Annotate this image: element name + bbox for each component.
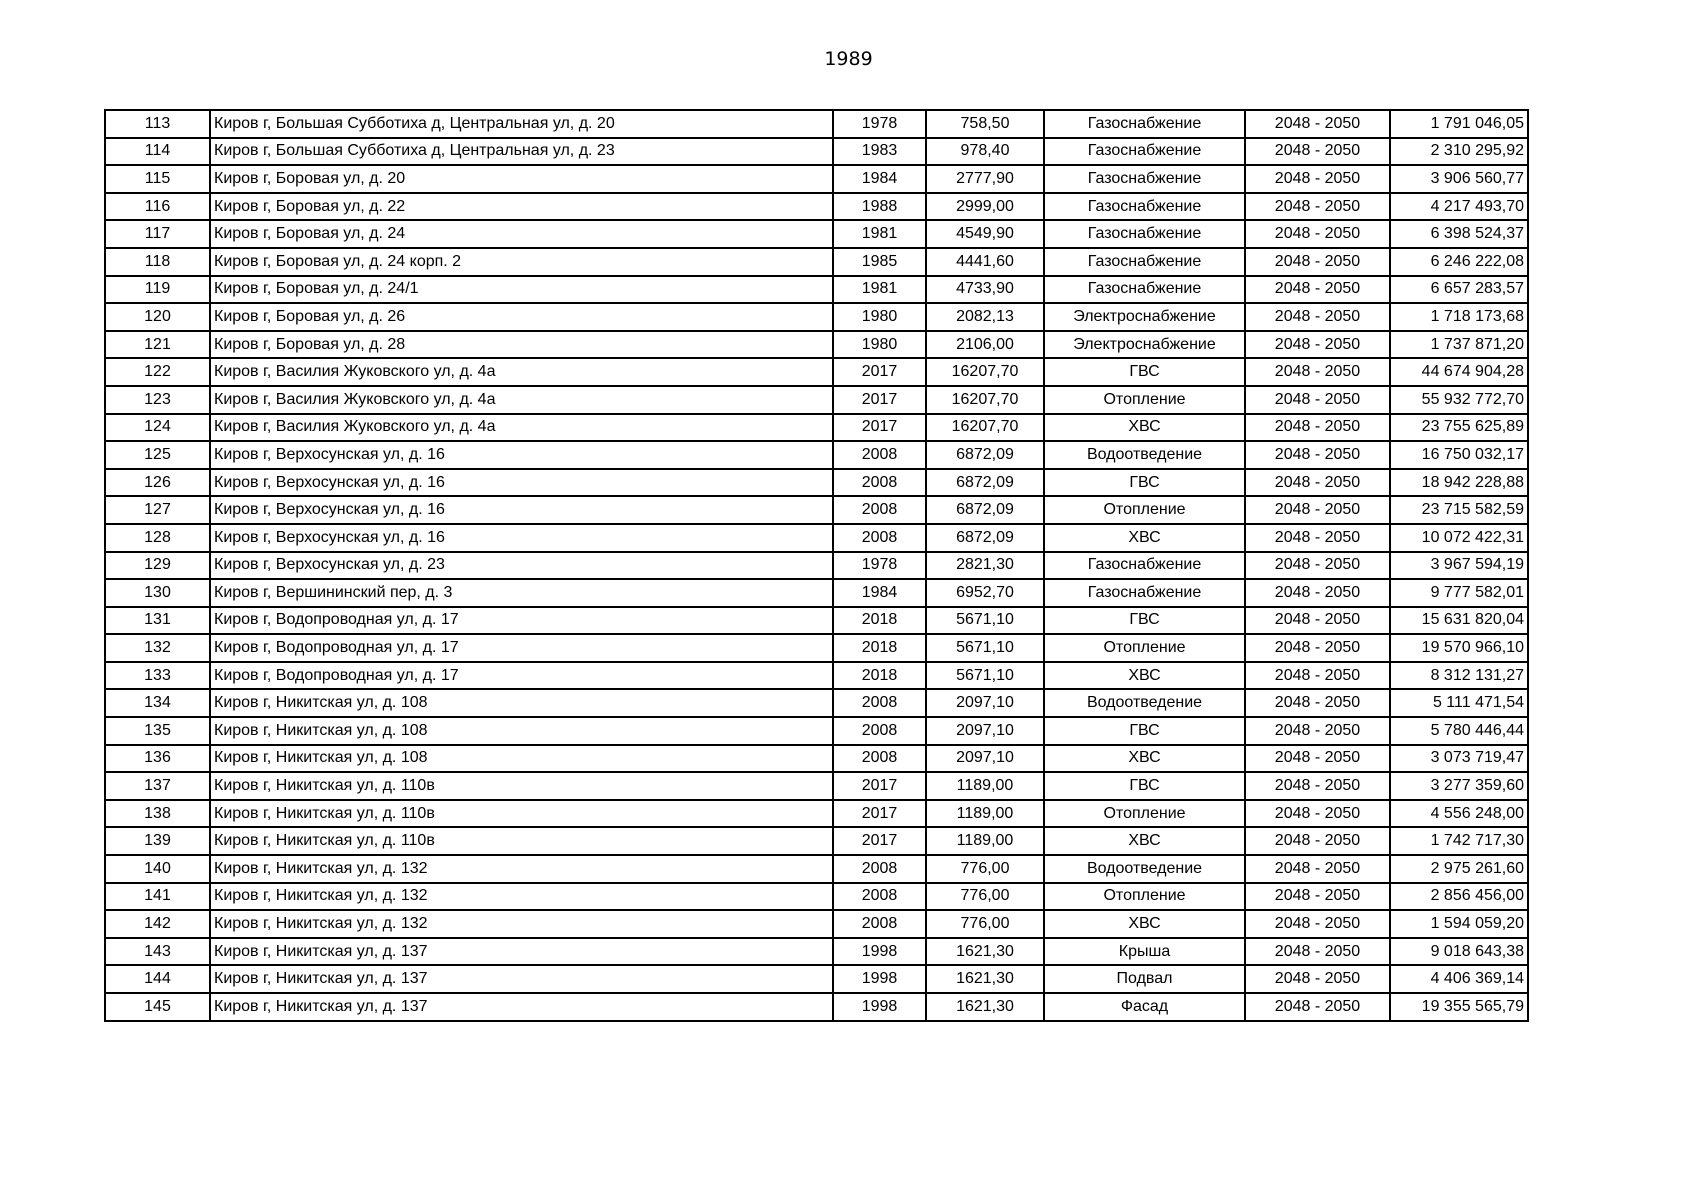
area-cell: 16207,70 [926,414,1044,442]
table-body [105,110,1528,1021]
year-built-cell: 1981 [833,276,926,304]
period-cell: 2048 - 2050 [1245,662,1390,690]
work-type-cell: Электроснабжение [1044,331,1245,359]
table-row [105,993,1528,1021]
row-number-cell: 113 [105,110,210,138]
cost-cell: 2 856 456,00 [1390,883,1528,911]
row-number-cell: 126 [105,469,210,497]
cost-cell: 1 594 059,20 [1390,910,1528,938]
year-built-cell: 1978 [833,110,926,138]
address-cell: Киров г, Верхосунская ул, д. 16 [210,469,833,497]
cost-cell: 19 570 966,10 [1390,634,1528,662]
period-cell: 2048 - 2050 [1245,358,1390,386]
row-number-cell: 115 [105,165,210,193]
table-row [105,634,1528,662]
work-type-cell: Водоотведение [1044,689,1245,717]
work-type-cell: Фасад [1044,993,1245,1021]
period-cell: 2048 - 2050 [1245,220,1390,248]
row-number-cell: 144 [105,965,210,993]
address-cell: Киров г, Боровая ул, д. 24 корп. 2 [210,248,833,276]
table-row [105,138,1528,166]
work-type-cell: Газоснабжение [1044,248,1245,276]
cost-cell: 9 777 582,01 [1390,579,1528,607]
year-built-cell: 2017 [833,386,926,414]
cost-cell: 23 715 582,59 [1390,496,1528,524]
row-number-cell: 124 [105,414,210,442]
table-row [105,386,1528,414]
cost-cell: 16 750 032,17 [1390,441,1528,469]
period-cell: 2048 - 2050 [1245,248,1390,276]
cost-cell: 55 932 772,70 [1390,386,1528,414]
work-type-cell: Отопление [1044,800,1245,828]
period-cell: 2048 - 2050 [1245,772,1390,800]
address-cell: Киров г, Никитская ул, д. 132 [210,883,833,911]
period-cell: 2048 - 2050 [1245,827,1390,855]
work-type-cell: ХВС [1044,414,1245,442]
year-built-cell: 2008 [833,855,926,883]
table-row [105,745,1528,773]
year-built-cell: 2008 [833,883,926,911]
table-row [105,358,1528,386]
table-row [105,965,1528,993]
year-built-cell: 2008 [833,496,926,524]
cost-cell: 3 967 594,19 [1390,552,1528,580]
year-built-cell: 2008 [833,441,926,469]
address-cell: Киров г, Боровая ул, д. 28 [210,331,833,359]
cost-cell: 44 674 904,28 [1390,358,1528,386]
year-built-cell: 2018 [833,634,926,662]
area-cell: 2097,10 [926,717,1044,745]
period-cell: 2048 - 2050 [1245,800,1390,828]
table-row [105,469,1528,497]
area-cell: 1621,30 [926,965,1044,993]
address-cell: Киров г, Никитская ул, д. 137 [210,965,833,993]
row-number-cell: 140 [105,855,210,883]
work-type-cell: Электроснабжение [1044,303,1245,331]
work-type-cell: Отопление [1044,496,1245,524]
row-number-cell: 117 [105,220,210,248]
address-cell: Киров г, Никитская ул, д. 137 [210,938,833,966]
address-cell: Киров г, Василия Жуковского ул, д. 4а [210,386,833,414]
period-cell: 2048 - 2050 [1245,993,1390,1021]
year-built-cell: 2017 [833,358,926,386]
cost-cell: 6 398 524,37 [1390,220,1528,248]
work-type-cell: ГВС [1044,607,1245,635]
address-cell: Киров г, Большая Субботиха д, Центральная ул, д. 20 [210,110,833,138]
area-cell: 978,40 [926,138,1044,166]
year-built-cell: 2018 [833,662,926,690]
work-type-cell: Газоснабжение [1044,276,1245,304]
row-number-cell: 132 [105,634,210,662]
work-type-cell: ХВС [1044,662,1245,690]
year-built-cell: 1980 [833,303,926,331]
area-cell: 6872,09 [926,441,1044,469]
year-built-cell: 1978 [833,552,926,580]
work-type-cell: ГВС [1044,772,1245,800]
year-built-cell: 1985 [833,248,926,276]
table-row [105,662,1528,690]
cost-cell: 9 018 643,38 [1390,938,1528,966]
area-cell: 2106,00 [926,331,1044,359]
table-row [105,110,1528,138]
work-type-cell: Газоснабжение [1044,579,1245,607]
area-cell: 1621,30 [926,993,1044,1021]
row-number-cell: 141 [105,883,210,911]
cost-cell: 2 310 295,92 [1390,138,1528,166]
cost-cell: 8 312 131,27 [1390,662,1528,690]
area-cell: 2821,30 [926,552,1044,580]
period-cell: 2048 - 2050 [1245,579,1390,607]
table-row [105,248,1528,276]
address-cell: Киров г, Верхосунская ул, д. 16 [210,441,833,469]
address-cell: Киров г, Боровая ул, д. 24 [210,220,833,248]
address-cell: Киров г, Никитская ул, д. 137 [210,993,833,1021]
address-cell: Киров г, Верхосунская ул, д. 23 [210,552,833,580]
area-cell: 1189,00 [926,827,1044,855]
address-cell: Киров г, Василия Жуковского ул, д. 4а [210,358,833,386]
row-number-cell: 131 [105,607,210,635]
period-cell: 2048 - 2050 [1245,938,1390,966]
address-cell: Киров г, Никитская ул, д. 110в [210,827,833,855]
area-cell: 1189,00 [926,772,1044,800]
year-built-cell: 2008 [833,910,926,938]
address-cell: Киров г, Никитская ул, д. 108 [210,717,833,745]
row-number-cell: 120 [105,303,210,331]
area-cell: 6872,09 [926,469,1044,497]
cost-cell: 2 975 261,60 [1390,855,1528,883]
work-type-cell: Водоотведение [1044,855,1245,883]
cost-cell: 10 072 422,31 [1390,524,1528,552]
work-type-cell: Газоснабжение [1044,193,1245,221]
work-type-cell: Отопление [1044,883,1245,911]
cost-cell: 1 718 173,68 [1390,303,1528,331]
work-type-cell: ХВС [1044,524,1245,552]
cost-cell: 4 217 493,70 [1390,193,1528,221]
area-cell: 1621,30 [926,938,1044,966]
address-cell: Киров г, Никитская ул, д. 108 [210,745,833,773]
period-cell: 2048 - 2050 [1245,552,1390,580]
row-number-cell: 137 [105,772,210,800]
period-cell: 2048 - 2050 [1245,883,1390,911]
address-cell: Киров г, Вершининский пер, д. 3 [210,579,833,607]
row-number-cell: 145 [105,993,210,1021]
cost-cell: 1 737 871,20 [1390,331,1528,359]
table-row [105,607,1528,635]
row-number-cell: 127 [105,496,210,524]
cost-cell: 6 246 222,08 [1390,248,1528,276]
work-type-cell: Отопление [1044,386,1245,414]
area-cell: 758,50 [926,110,1044,138]
table-row [105,772,1528,800]
cost-cell: 6 657 283,57 [1390,276,1528,304]
row-number-cell: 136 [105,745,210,773]
period-cell: 2048 - 2050 [1245,303,1390,331]
page-number: 1989 [824,48,873,70]
area-cell: 4549,90 [926,220,1044,248]
period-cell: 2048 - 2050 [1245,276,1390,304]
cost-cell: 3 073 719,47 [1390,745,1528,773]
address-cell: Киров г, Никитская ул, д. 110в [210,772,833,800]
area-cell: 2097,10 [926,745,1044,773]
row-number-cell: 134 [105,689,210,717]
period-cell: 2048 - 2050 [1245,110,1390,138]
year-built-cell: 1984 [833,579,926,607]
table-row [105,552,1528,580]
year-built-cell: 1984 [833,165,926,193]
cost-cell: 1 791 046,05 [1390,110,1528,138]
work-type-cell: ГВС [1044,717,1245,745]
year-built-cell: 2008 [833,524,926,552]
table-row [105,855,1528,883]
cost-cell: 4 406 369,14 [1390,965,1528,993]
row-number-cell: 142 [105,910,210,938]
year-built-cell: 1998 [833,938,926,966]
area-cell: 776,00 [926,855,1044,883]
registry-table [104,109,1529,1022]
work-type-cell: ХВС [1044,827,1245,855]
table-row [105,938,1528,966]
area-cell: 1189,00 [926,800,1044,828]
year-built-cell: 2017 [833,800,926,828]
table-row [105,414,1528,442]
period-cell: 2048 - 2050 [1245,165,1390,193]
address-cell: Киров г, Водопроводная ул, д. 17 [210,607,833,635]
address-cell: Киров г, Водопроводная ул, д. 17 [210,662,833,690]
year-built-cell: 1983 [833,138,926,166]
year-built-cell: 1980 [833,331,926,359]
year-built-cell: 2008 [833,717,926,745]
row-number-cell: 123 [105,386,210,414]
period-cell: 2048 - 2050 [1245,496,1390,524]
table-row [105,883,1528,911]
work-type-cell: ГВС [1044,358,1245,386]
year-built-cell: 1988 [833,193,926,221]
area-cell: 776,00 [926,883,1044,911]
row-number-cell: 125 [105,441,210,469]
row-number-cell: 135 [105,717,210,745]
year-built-cell: 2018 [833,607,926,635]
cost-cell: 3 906 560,77 [1390,165,1528,193]
area-cell: 16207,70 [926,386,1044,414]
work-type-cell: Подвал [1044,965,1245,993]
cost-cell: 5 780 446,44 [1390,717,1528,745]
cost-cell: 3 277 359,60 [1390,772,1528,800]
table-row [105,276,1528,304]
period-cell: 2048 - 2050 [1245,441,1390,469]
work-type-cell: Газоснабжение [1044,110,1245,138]
table-row [105,303,1528,331]
area-cell: 4441,60 [926,248,1044,276]
table-row [105,910,1528,938]
address-cell: Киров г, Василия Жуковского ул, д. 4а [210,414,833,442]
area-cell: 6872,09 [926,524,1044,552]
row-number-cell: 116 [105,193,210,221]
area-cell: 5671,10 [926,662,1044,690]
table-row [105,441,1528,469]
work-type-cell: Газоснабжение [1044,552,1245,580]
row-number-cell: 119 [105,276,210,304]
work-type-cell: Газоснабжение [1044,220,1245,248]
table-row [105,689,1528,717]
year-built-cell: 2008 [833,745,926,773]
row-number-cell: 114 [105,138,210,166]
address-cell: Киров г, Боровая ул, д. 24/1 [210,276,833,304]
period-cell: 2048 - 2050 [1245,607,1390,635]
period-cell: 2048 - 2050 [1245,717,1390,745]
table-row [105,496,1528,524]
area-cell: 776,00 [926,910,1044,938]
row-number-cell: 121 [105,331,210,359]
period-cell: 2048 - 2050 [1245,689,1390,717]
row-number-cell: 122 [105,358,210,386]
work-type-cell: ХВС [1044,910,1245,938]
period-cell: 2048 - 2050 [1245,138,1390,166]
area-cell: 2097,10 [926,689,1044,717]
table-row [105,193,1528,221]
table-row [105,827,1528,855]
table-row [105,800,1528,828]
year-built-cell: 2017 [833,414,926,442]
work-type-cell: Газоснабжение [1044,165,1245,193]
area-cell: 4733,90 [926,276,1044,304]
address-cell: Киров г, Никитская ул, д. 132 [210,855,833,883]
area-cell: 2999,00 [926,193,1044,221]
table-row [105,717,1528,745]
row-number-cell: 128 [105,524,210,552]
row-number-cell: 133 [105,662,210,690]
address-cell: Киров г, Водопроводная ул, д. 17 [210,634,833,662]
address-cell: Киров г, Верхосунская ул, д. 16 [210,524,833,552]
work-type-cell: ГВС [1044,469,1245,497]
area-cell: 6952,70 [926,579,1044,607]
year-built-cell: 2008 [833,689,926,717]
address-cell: Киров г, Большая Субботиха д, Центральная ул, д. 23 [210,138,833,166]
area-cell: 6872,09 [926,496,1044,524]
year-built-cell: 1981 [833,220,926,248]
period-cell: 2048 - 2050 [1245,965,1390,993]
table-row [105,579,1528,607]
area-cell: 5671,10 [926,607,1044,635]
area-cell: 5671,10 [926,634,1044,662]
period-cell: 2048 - 2050 [1245,469,1390,497]
year-built-cell: 1998 [833,993,926,1021]
cost-cell: 5 111 471,54 [1390,689,1528,717]
row-number-cell: 129 [105,552,210,580]
row-number-cell: 143 [105,938,210,966]
address-cell: Киров г, Никитская ул, д. 110в [210,800,833,828]
cost-cell: 15 631 820,04 [1390,607,1528,635]
work-type-cell: Крыша [1044,938,1245,966]
cost-cell: 23 755 625,89 [1390,414,1528,442]
area-cell: 16207,70 [926,358,1044,386]
period-cell: 2048 - 2050 [1245,414,1390,442]
area-cell: 2082,13 [926,303,1044,331]
area-cell: 2777,90 [926,165,1044,193]
year-built-cell: 2008 [833,469,926,497]
cost-cell: 1 742 717,30 [1390,827,1528,855]
period-cell: 2048 - 2050 [1245,910,1390,938]
cost-cell: 19 355 565,79 [1390,993,1528,1021]
year-built-cell: 2017 [833,827,926,855]
work-type-cell: ХВС [1044,745,1245,773]
cost-cell: 18 942 228,88 [1390,469,1528,497]
period-cell: 2048 - 2050 [1245,745,1390,773]
table-row [105,165,1528,193]
address-cell: Киров г, Верхосунская ул, д. 16 [210,496,833,524]
row-number-cell: 118 [105,248,210,276]
table-row [105,524,1528,552]
period-cell: 2048 - 2050 [1245,524,1390,552]
year-built-cell: 2017 [833,772,926,800]
table-row [105,331,1528,359]
period-cell: 2048 - 2050 [1245,386,1390,414]
period-cell: 2048 - 2050 [1245,193,1390,221]
address-cell: Киров г, Никитская ул, д. 108 [210,689,833,717]
address-cell: Киров г, Никитская ул, д. 132 [210,910,833,938]
year-built-cell: 1998 [833,965,926,993]
table-row [105,220,1528,248]
period-cell: 2048 - 2050 [1245,855,1390,883]
work-type-cell: Отопление [1044,634,1245,662]
period-cell: 2048 - 2050 [1245,331,1390,359]
work-type-cell: Водоотведение [1044,441,1245,469]
address-cell: Киров г, Боровая ул, д. 26 [210,303,833,331]
address-cell: Киров г, Боровая ул, д. 20 [210,165,833,193]
row-number-cell: 130 [105,579,210,607]
cost-cell: 4 556 248,00 [1390,800,1528,828]
period-cell: 2048 - 2050 [1245,634,1390,662]
row-number-cell: 138 [105,800,210,828]
work-type-cell: Газоснабжение [1044,138,1245,166]
row-number-cell: 139 [105,827,210,855]
address-cell: Киров г, Боровая ул, д. 22 [210,193,833,221]
